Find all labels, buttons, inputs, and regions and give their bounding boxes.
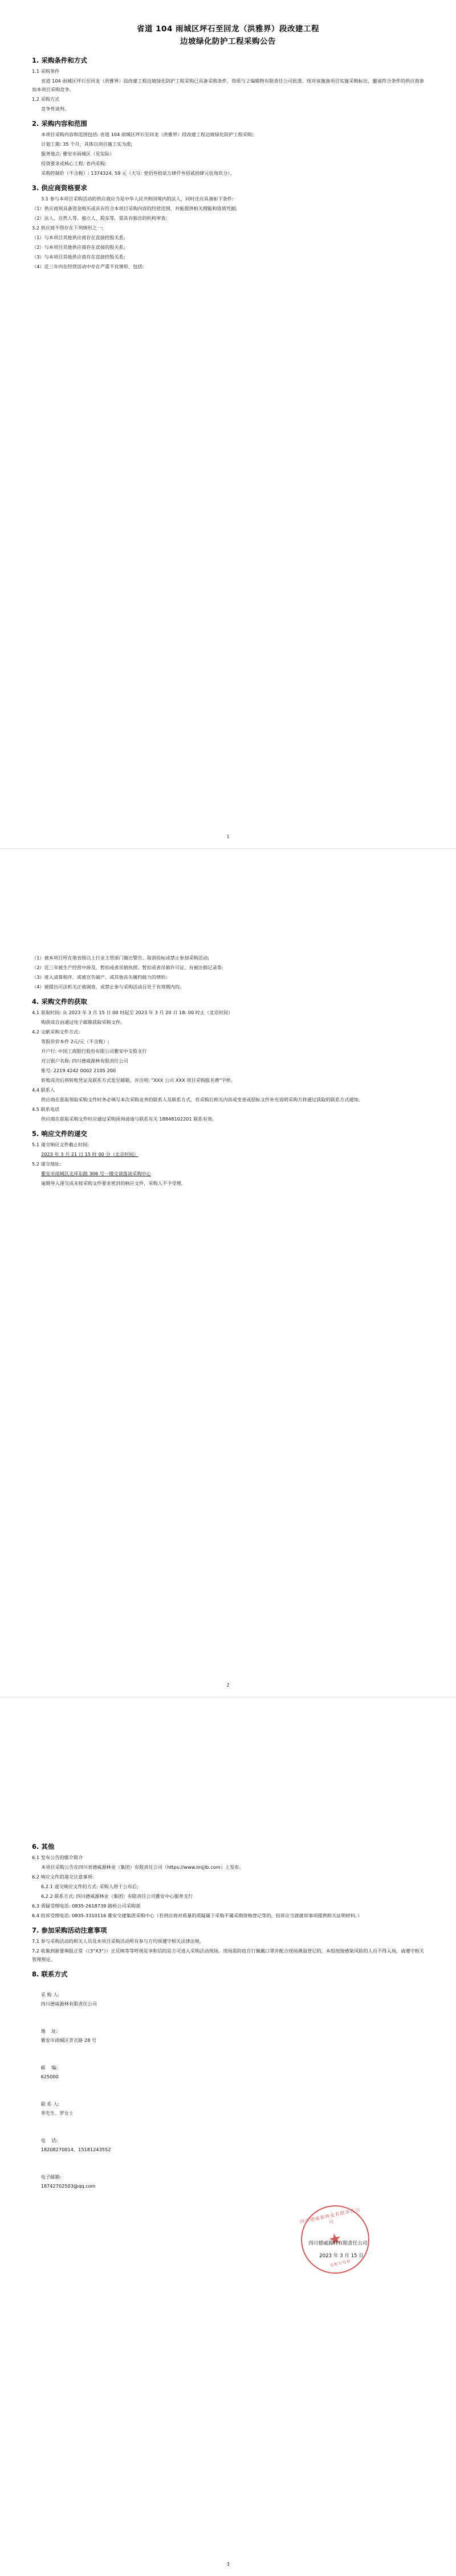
section-2-para-4: 投资要求或核心工程: 省内采购; <box>41 161 107 166</box>
section-heading-5: 5. 响应文件的递交 <box>32 1130 87 1138</box>
section-1-para-2: 省道 104 雨城区坪石至回龙（洪雅界）段改建工程边坡绿化防护工程采购已具备采购条件，资质与２编辑物有限责任公司批准，现对该施备项目实施采购标出，邀请符合条件的供应商参加本项目采购竞争。 <box>32 78 424 92</box>
contact-row-phone <box>32 2127 424 2163</box>
document-page-3 <box>0 1697 456 2576</box>
section-6-para-4: 6.2.1 递交响应文件的方式: 采购人将于公布后; <box>41 1884 139 1889</box>
contact-row-address <box>32 2017 424 2054</box>
page-number-2: 2 <box>226 1683 230 1688</box>
page2-item-4: （4）被提出司法机关正被调查，或禁止参与采购活动且处于有效期内的。 <box>32 984 185 990</box>
contact-row-postcode <box>32 2054 424 2090</box>
signature-date: 2023 年 3 月 15 日 <box>319 2253 364 2259</box>
section-1-para-1: 1.1 采购条件 <box>32 68 60 74</box>
section-2-para-2: 计划工期: 35 个月，具体以项目施工实为准; <box>41 141 133 147</box>
contact-label-address: 地 址: <box>40 2028 58 2034</box>
contact-label-email: 电子邮箱: <box>40 2174 62 2180</box>
document-page-1 <box>0 0 456 848</box>
contact-value-postcode: 625000 <box>40 2074 59 2079</box>
section-4-para-11: 4.5 联系电话 <box>32 1106 60 1112</box>
title-line-2: 边坡绿化防护工程采购公告 <box>180 37 276 46</box>
section-2-para-3: 服务地点: 雅安市雨城区（见实际） <box>41 151 115 157</box>
section-1-para-3: 1.2 采购方式 <box>32 96 60 102</box>
section-heading-4: 4. 采购文件的获取 <box>32 998 87 1006</box>
section-heading-7: 7. 参加采购活动注意事项 <box>32 1926 107 1934</box>
section-6-para-6: 6.3 质疑受理电话: 0835-2618739 路桥公司采购部 <box>32 1903 141 1909</box>
section-3-item-2: （2）法人、自然人等、独立人、股东等，需具有独自的机构审查; <box>32 215 168 221</box>
signature-org: 四川德威源林有限责任公司 <box>308 2241 368 2246</box>
section-heading-3: 3. 供应商资格要求 <box>32 184 87 192</box>
section-5-para-5: 逾期导入递交或未按采购文件要求密封的响应文件，采购人不予受理。 <box>41 1180 186 1186</box>
section-heading-6: 6. 其他 <box>32 1843 55 1851</box>
section-6-para-3: 6.2 响应文件的递交注意事项: <box>32 1874 94 1880</box>
document-page-2 <box>0 848 456 1697</box>
section-6-para-7: 6.4 投诉受理电话: 0835-3310116 雅安交建集团采购中心（若供应商对质量的质疑属于采购不属采购资格登记等的，投诉应当就就诉事项提供相关证明材料。） <box>32 1913 363 1918</box>
contact-row-purchaser <box>32 1981 424 2017</box>
section-7-para-2: 7.2 收集到新要填报正常（《3°X3°》）正反映等等呼现是享和信的是方可进入采购活动现场。现场需防疫自行佩戴口罩并配合现场测温登记的，本组按接感染风险的人员不得入场，请遵守相关管理规定。 <box>32 1948 424 1962</box>
section-5-para-1: 5.1 递交响应文件截止时间: <box>32 1142 89 1147</box>
stamp-bottom-text: 采购专用章 <box>329 2259 352 2268</box>
section-5-para-3: 5.2 递交地址: <box>32 1161 62 1167</box>
page-number-1: 1 <box>226 834 230 839</box>
contact-value-email: 18742702503@qq.com <box>40 2183 96 2189</box>
section-4-para-6: 对公银户名称: 四川德威源林有限责任公司 <box>41 1058 128 1064</box>
section-3-item-7: （4）近三年内在经营活动中存在严重不良情形、包括: <box>32 264 144 269</box>
section-4-para-2: 购获成自由通过电子邮箱获取采购文件。 <box>41 1019 125 1025</box>
page2-item-1: （1）被本项目所在地省级以上行业主管部门做出警告、取消投标或禁止参加采购活动; <box>32 955 209 961</box>
contact-list <box>32 1981 424 2200</box>
section-3-item-4: （1）与本项目其他供应商存在直接控股关系; <box>32 235 125 240</box>
contact-value-phone: 18208270014、15181243552 <box>40 2147 111 2152</box>
section-7-para-1: 7.1 参与采购活动的相关人员及本项目采购活动所有参与方均须遵守相关法律法规。 <box>32 1938 205 1944</box>
contact-row-person <box>32 2090 424 2127</box>
contact-label-phone: 电 话: <box>40 2138 58 2143</box>
section-4-para-5: 开户行: 中国工商银行股份有限公司雅安中支股支行 <box>41 1048 147 1054</box>
section-3-item-1: （1）供应商须具备资金购买或具有符合本项目采购内容的经营范围，并能提供相关理能和资质凭据; <box>32 206 238 211</box>
section-6-para-5: 6.2.2 联系方式: 四川德威源林业（集团）有限责任公司雅安中心服务支行 <box>41 1893 193 1899</box>
contact-label-postcode: 邮 编: <box>40 2065 58 2070</box>
section-4-para-9: 4.4 联系人 <box>32 1087 55 1093</box>
contact-label-purchaser: 采 购 人: <box>40 1992 60 1997</box>
page-title <box>32 23 424 48</box>
title-line-1: 省道 104 雨城区坪石至回龙（洪雅界）段改建工程 <box>136 24 320 34</box>
contact-value-address: 雅安市雨城区青衣路 28 号 <box>40 2037 97 2043</box>
section-6-para-2: 本项目采购公告在四川省德威源林业（集团）有限责任公司（https://www.lmjjlb.com）上发布。 <box>41 1864 244 1870</box>
stamp-top-text: 四川德威源林业有限责任公司 <box>299 2206 361 2225</box>
section-5-address: 雅安市雨城区北环东路 306 号一楼交谈落谈采购中心 <box>41 1171 151 1176</box>
section-5-deadline: 2023 年 3 月 21 日 15 时 00 分（北京时间） <box>41 1151 139 1157</box>
section-3-item-3: 3.2 供应商不得存在下列情形之一: <box>32 225 103 231</box>
section-4-para-8: 转账成功后将转账凭证及联系方式发至邮箱，并注明: "XXX 公司 XXX 项目采购报名费"字样。 <box>41 1077 235 1083</box>
contact-label-person: 联 系 人: <box>40 2101 60 2107</box>
page2-item-3: （3）进入清算程序、或被宣告破产、或其他丧失履约能力的情形; <box>32 974 168 980</box>
section-heading-8: 8. 联系方式 <box>32 1970 68 1978</box>
contact-value-purchaser: 四川德威源林有限责任公司 <box>40 2001 97 2007</box>
section-4-para-10: 供应商在获取领取采购文件时务必填写本次采购业务的联系人及联系方式，若采购后相关内容或变更或招标文件补充说明采购方将通过获取的联系方式通知。 <box>41 1097 363 1102</box>
section-2-para-5: 采购控制价（不含税）: 1374324, 59 元（大写: 壹佰叁拾柒万肆仟叁佰贰拾肆元伍角玖分）。 <box>41 170 235 176</box>
section-1-para-4: 竞争性谈判。 <box>41 106 70 112</box>
page2-item-2: （2）近三年被生产经营中涉及，暂扣或者吊销执照、暂扣或者吊销许可证、有被注销记录等; <box>32 965 223 970</box>
section-2-para-1: 本项目采购内容和范围包括: 省道 104 雨城区坪石至回龙（洪雅界）段改建工程边坡绿化防护工程采购; <box>41 132 254 137</box>
section-3-item-6: （3）与本项目其他供应商存在直接控股关系; <box>32 254 125 260</box>
contact-value-person: 李先生、罗女士 <box>40 2110 74 2116</box>
section-4-para-4: 等报价价本件 2元/元（不含税）; <box>41 1039 109 1044</box>
section-4-para-1: 4.1 获取时间: 从 2023 年 3 月 15 日 00 时起至 2023 年 3 月 20 日 18: 00 时止（北京时间） <box>32 1010 233 1015</box>
star-icon: ★ <box>327 2229 344 2250</box>
section-4-para-3: 4.2 文献采购文件方式: <box>32 1029 80 1035</box>
section-3-para-1: 3.1 参与本项目采购活动的供应商应当是中华人民共和国境内的法人，同时还应具备如下条件: <box>41 196 234 202</box>
section-6-para-1: 6.1 发布公告的媒介简介 <box>32 1855 83 1860</box>
section-4-para-12: 供应商在获取采购文件时应通过采购函询请请与联系有关 18848102201 联系有效。 <box>41 1116 217 1122</box>
section-heading-1: 1. 采购条件和方式 <box>32 56 87 64</box>
page-number-3: 3 <box>226 2562 230 2567</box>
contact-row-email <box>32 2163 424 2200</box>
section-3-item-5: （2）与本项目其他供应商存在直接的股关系; <box>32 244 125 250</box>
section-4-para-7: 账号: 2219 4242 0002 2105 200 <box>41 1068 116 1073</box>
signature-area <box>32 2202 424 2287</box>
section-heading-2: 2. 采购内容和范围 <box>32 120 87 128</box>
